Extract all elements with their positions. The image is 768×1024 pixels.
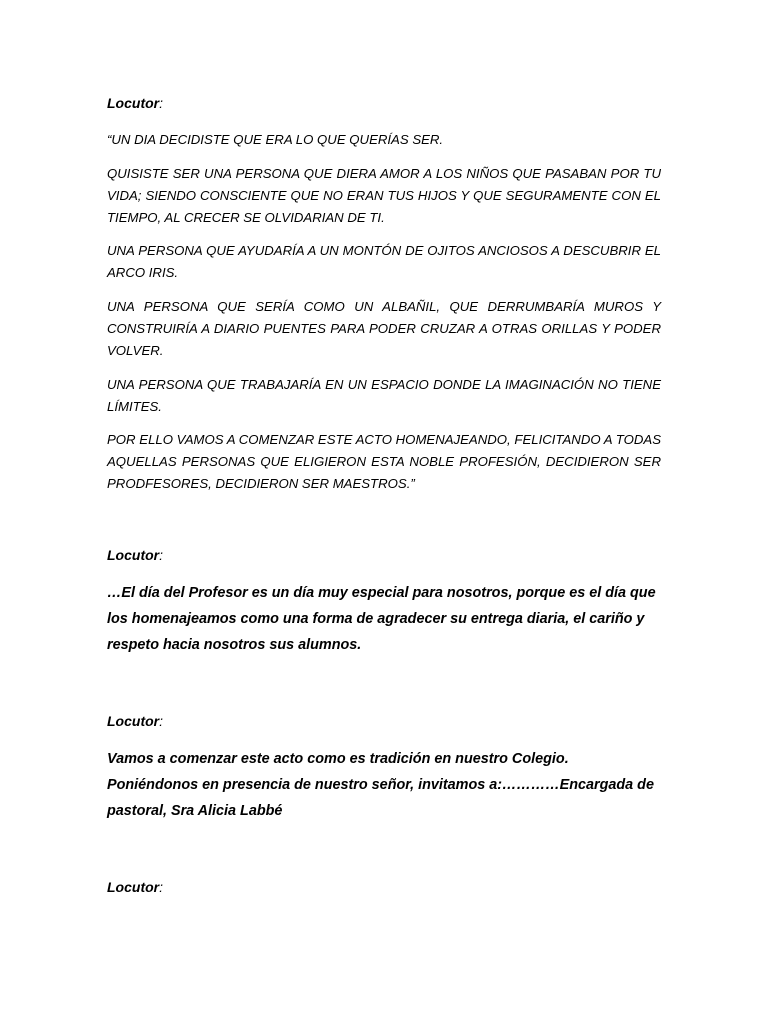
speaker-label: Locutor: [107, 95, 163, 111]
paragraph: UNA PERSONA QUE AYUDARÍA A UN MONTÓN DE OJITOS ANCIOSOS A DESCUBRIR EL ARCO IRIS. [107, 243, 661, 280]
paragraph: …El día del Profesor es un día muy especial para nosotros, porque es el día que los homenajeamos como una forma de agradecer su entrega diaria, el cariño y respeto hacia nosotros sus alumnos. [107, 585, 656, 653]
speaker-label: Locutor: [107, 879, 163, 895]
paragraph: POR ELLO VAMOS A COMENZAR ESTE ACTO HOMENAJEANDO, FELICITANDO A TODAS AQUELLAS PERSONAS QUE ELIGIERON ESTA NOBLE PROFESIÓN, DECIDIERON SER PRODFESORES, DECIDIERON SER MAESTROS.” [107, 432, 661, 491]
paragraph: Vamos a comenzar este acto como es tradición en nuestro Colegio. Poniéndonos en presencia de nuestro señor, invitamos a:…………Encargada de pastoral, Sra Alicia Labbé [107, 751, 654, 819]
speaker-label: Locutor: [107, 547, 163, 563]
speaker-label: Locutor: [107, 713, 163, 729]
paragraph: UNA PERSONA QUE TRABAJARÍA EN UN ESPACIO DONDE LA IMAGINACIÓN NO TIENE LÍMITES. [107, 377, 661, 414]
paragraph: QUISISTE SER UNA PERSONA QUE DIERA AMOR A LOS NIÑOS QUE PASABAN POR TU VIDA; SIENDO CONSCIENTE QUE NO ERAN TUS HIJOS Y QUE SEGURAMENTE CON EL TIEMPO, AL CRECER SE OLVIDARIAN DE TI. [107, 166, 661, 225]
paragraph: “UN DIA DECIDISTE QUE ERA LO QUE QUERÍAS SER. [107, 132, 444, 147]
paragraph: UNA PERSONA QUE SERÍA COMO UN ALBAÑIL, QUE DERRUMBARÍA MUROS Y CONSTRUIRÍA A DIARIO PUENTES PARA PODER CRUZAR A OTRAS ORILLAS Y PODER VOLVER. [107, 299, 661, 358]
